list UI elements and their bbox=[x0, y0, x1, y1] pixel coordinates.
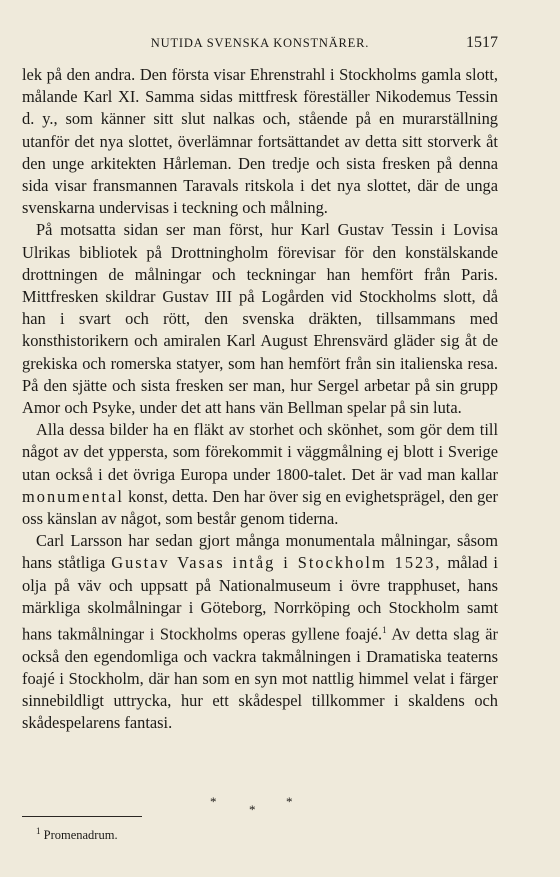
paragraph-4-text-c: Av detta slag är också den egendomliga och vackra takmålningen i Dramatiska teaterns foajé i Stockholm, där han som en syn mot nattlig himmel velat i färger sinnebildligt uttrycka, hur ett skådespel tillkommer i skaldens och skådespelarens fantasi. bbox=[22, 624, 498, 733]
emphasis-monumental: monumental bbox=[22, 486, 124, 506]
paragraph-4-text-b: målad i olja på väv och uppsatt på Nationalmuseum i övre trapphuset, hans märkliga skolmålningar i Göteborg, Norrköping och Stockholm samt hans takmålningar i Stockholms operas gyllene foajé. bbox=[22, 553, 498, 644]
running-head: NUTIDA SVENSKA KONSTNÄRER. bbox=[150, 36, 370, 50]
footnote-number: 1 bbox=[36, 826, 41, 836]
paragraph-3 bbox=[22, 419, 498, 530]
paragraph-1: lek på den andra. Den första visar Ehrenstrahl i Stockholms gamla slott, målande Karl XI. Samma sidas mittfresk föreställer Nikodemus Tessin d. y., som känner sitt slut nalkas och, stående på en murarställning utanför det nya slottet, överlämnar fortsättandet av detta sitt storverk åt den unge arkitekten Hårleman. Den tredje och sista fresken på denna sida visar fransmannen Taravals ritskola i det nya slottet, där de unga svenskarna undervisas i teckning och målning. bbox=[22, 65, 498, 218]
section-separator bbox=[200, 790, 310, 817]
paragraph-2: På motsatta sidan ser man först, hur Karl Gustav Tessin i Lovisa Ulrikas bibliotek på Drottningholm förevisar för den konstälskande drottningen de målningar och teckningar han hemfört från Paris. Mittfresken skildrar Gustav III på Logården vid Stockholms slott, då han i svart och rött, den svenska dräkten, tillsammans med konsthistorikern och amiralen Karl August Ehrensvärd gläder sig åt de grekiska och romerska statyer, som han hemfört från sin italienska resa. På den sjätte och sista fresken ser man, hur Sergel arbetar på sin grupp Amor och Psyke, under det att hans vän Bellman spelar på sin luta. bbox=[22, 220, 498, 418]
paragraph-4 bbox=[22, 530, 498, 734]
emphasis-painting-title: Gustav Vasas intåg i Stockholm 1523, bbox=[111, 553, 442, 573]
asterisk: * bbox=[249, 802, 256, 817]
footnote-rule bbox=[22, 816, 142, 817]
body-text bbox=[22, 64, 498, 735]
asterisk: * bbox=[286, 794, 293, 809]
page-number: 1517 bbox=[466, 34, 498, 51]
page-header bbox=[22, 34, 498, 54]
footnote bbox=[36, 826, 118, 843]
asterisk: * bbox=[210, 794, 217, 809]
footnote-text: Promenadrum. bbox=[43, 828, 118, 843]
paragraph-4-text-a: Carl Larsson har sedan gjort många monumentala målningar, såsom hans ståtliga bbox=[22, 531, 498, 573]
paragraph-3-text-a: Alla dessa bilder ha en fläkt av storhet och skönhet, som gör dem till något av det yppersta, som förekommit i väggmålning ej blott i Sverige utan också i det övriga Europa under 1800-talet. Det är vad man kallar bbox=[22, 420, 498, 484]
paragraph-3-text-b: konst, detta. Den har över sig en evighetsprägel, den ger oss känslan av något, som består genom tiderna. bbox=[22, 486, 498, 529]
footnote-reference: 1 bbox=[382, 625, 387, 636]
